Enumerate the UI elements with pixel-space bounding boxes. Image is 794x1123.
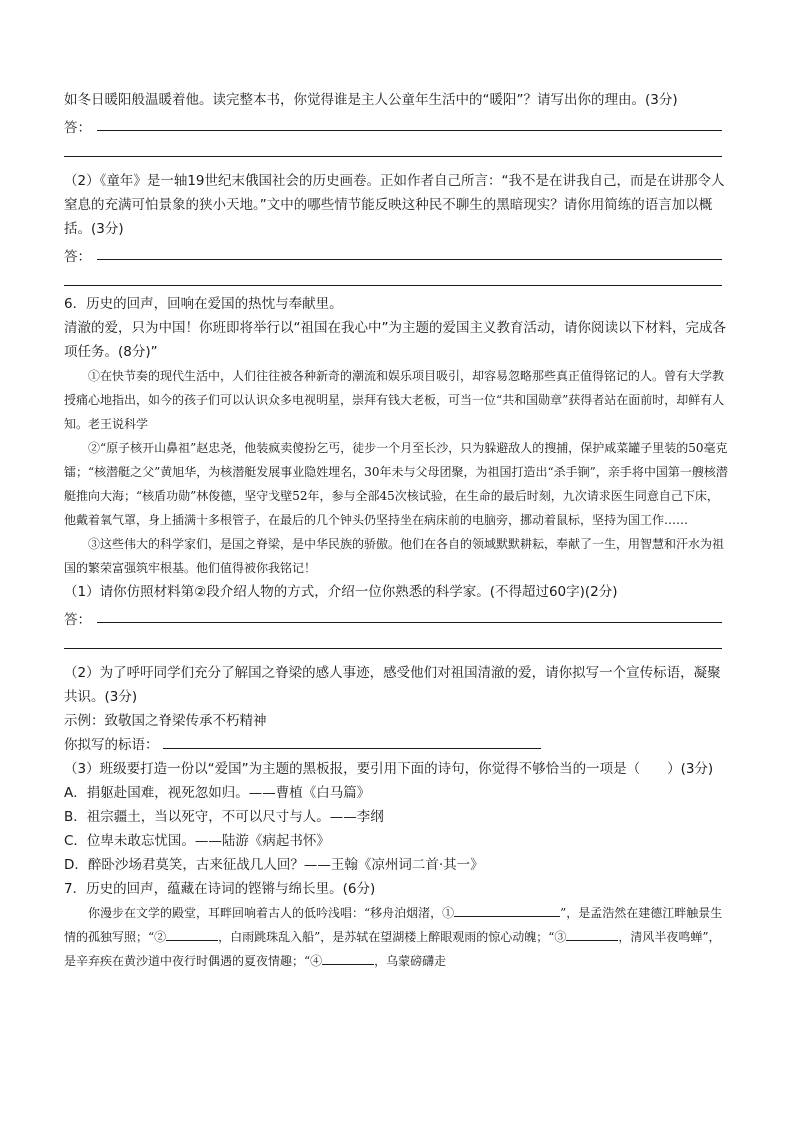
q6-example: 示例：致敬国之脊梁传承不朽精神: [64, 713, 267, 729]
q5-sub2: （2）《童年》是一轴19世纪末俄国社会的历史画卷。正如作者自己所言：“我不是在讲我自己，而是在讲那令人窒息的充满可怕景象的狭小天地。”文中的哪些情节能反映这种民不聊生的黑暗现实？请你用简练的语言加以概括。(3分): [64, 173, 725, 237]
q5-continuation: 如冬日暖阳般温暖着他。读完整本书，你觉得谁是主人公童年生活中的“暖阳”？请写出你的理由。(3分): [64, 92, 678, 108]
q7-title: 7．历史的回声，蕴藏在诗词的铿锵与绵长里。(6分): [64, 881, 376, 897]
q7-text-b: ”，是孟浩然在建德江畔触景生情的孤独写照；“②: [64, 906, 723, 944]
answer-line-extra[interactable]: [64, 630, 722, 649]
blank-1[interactable]: [454, 902, 560, 917]
answer-label: 答：: [64, 249, 91, 265]
q7-text-a: 你漫步在文学的殿堂，耳畔回响着古人的低吟浅唱：“移舟泊烟渚，①: [88, 906, 455, 920]
exam-page: [64, 88, 728, 973]
option-c[interactable]: C．位卑未敢忘忧国。——陆游《病起书怀》: [64, 833, 330, 849]
q5-1-answer[interactable]: [64, 112, 728, 136]
answer-line[interactable]: [97, 259, 722, 260]
q6-intro: 清澈的爱，只为中国！你班即将举行以“祖国在我心中”为主题的爱国主义教育活动，请你阅读以下材料，完成各项任务。(8分)”: [64, 320, 726, 360]
option-a[interactable]: A．捐躯赴国难，视死忽如归。——曹植《白马篇》: [64, 785, 371, 801]
slogan-input-line[interactable]: [163, 734, 541, 749]
q6-material-3: ③这些伟大的科学家们，是国之脊梁，是中华民族的骄傲。他们在各自的领域默默耕耘，奉献了一生，用智慧和汗水为祖国的繁荣富强筑牢根基。他们值得被你我铭记！: [64, 537, 725, 575]
q5-2-answer[interactable]: [64, 241, 728, 265]
q6-slogan-row[interactable]: [64, 733, 728, 757]
answer-line-extra[interactable]: [64, 138, 722, 157]
blank-4[interactable]: [322, 950, 374, 965]
answer-line[interactable]: [97, 130, 722, 131]
q6-sub3: （3）班级要打造一份以“爱国”为主题的黑板报，要引用下面的诗句，你觉得不够恰当的一项是（ ）(3分): [64, 761, 714, 777]
q6-sub2: （2）为了呼吁同学们充分了解国之脊梁的感人事迹，感受他们对祖国清澈的爱，请你拟写一个宣传标语，凝聚共识。(3分): [64, 665, 721, 705]
q6-material-1: ①在快节奏的现代生活中，人们往往被各种新奇的潮流和娱乐项目吸引，却容易忽略那些真正值得铭记的人。曾有大学教授痛心地指出，如今的孩子们可以认识众多电视明星，崇拜有钱大老板，可当一位“共和国勋章”获得者站在面前时，却鲜有人知。老王说科学: [64, 369, 725, 431]
option-b[interactable]: B．祖宗疆土，当以死守，不可以尺寸与人。——李纲: [64, 809, 384, 825]
answer-line-extra[interactable]: [64, 267, 722, 286]
q7-text-e: ，乌蒙磅礴走: [374, 954, 447, 968]
q7-paragraph: [64, 901, 728, 973]
blank-3[interactable]: [566, 926, 618, 941]
q6-1-answer[interactable]: [64, 604, 728, 628]
q6-title: 6．历史的回声，回响在爱国的热忱与奉献里。: [64, 296, 343, 312]
blank-2[interactable]: [166, 926, 218, 941]
option-d[interactable]: D．醉卧沙场君莫笑，古来征战几人回？——王翰《凉州词二首·其一》: [64, 857, 484, 873]
answer-label: 答：: [64, 120, 91, 136]
answer-line[interactable]: [97, 622, 722, 623]
q7-text-d: ，清风半夜鸣蝉”，是辛弃疾在黄沙道中夜行时偶遇的夏夜情趣；“④: [64, 930, 721, 968]
answer-label: 答：: [64, 612, 91, 628]
q6-sub1: （1）请你仿照材料第②段介绍人物的方式，介绍一位你熟悉的科学家。(不得超过60字)(2分): [64, 584, 618, 600]
q7-text-c: ，白雨跳珠乱入船”，是苏轼在望湖楼上醉眼观雨的惊心动魄；“③: [218, 930, 567, 944]
q6-material-2: ②“原子核开山鼻祖”赵忠尧，他装疯卖傻扮乞丐，徒步一个月至长沙，只为躲避敌人的搜捕，保护咸菜罐子里装的50毫克镭；“核潜艇之父”黄旭华，为核潜艇发展事业隐姓埋名，30年未与父母团聚，为祖国打造出“杀手锏”，亲手将中国第一艘核潜艇推向大海；“核盾功勋”林俊德，坚守戈壁52年，参与全部45次核试验，在生命的最后时刻，九次请求医生同意自己下床，他戴着氧气罩，身上插满十多根管子，在最后的几个钟头仍坚持坐在病床前的电脑旁，挪动着鼠标，坚持为国工作……: [64, 441, 728, 527]
slogan-label: 你拟写的标语：: [64, 737, 159, 753]
